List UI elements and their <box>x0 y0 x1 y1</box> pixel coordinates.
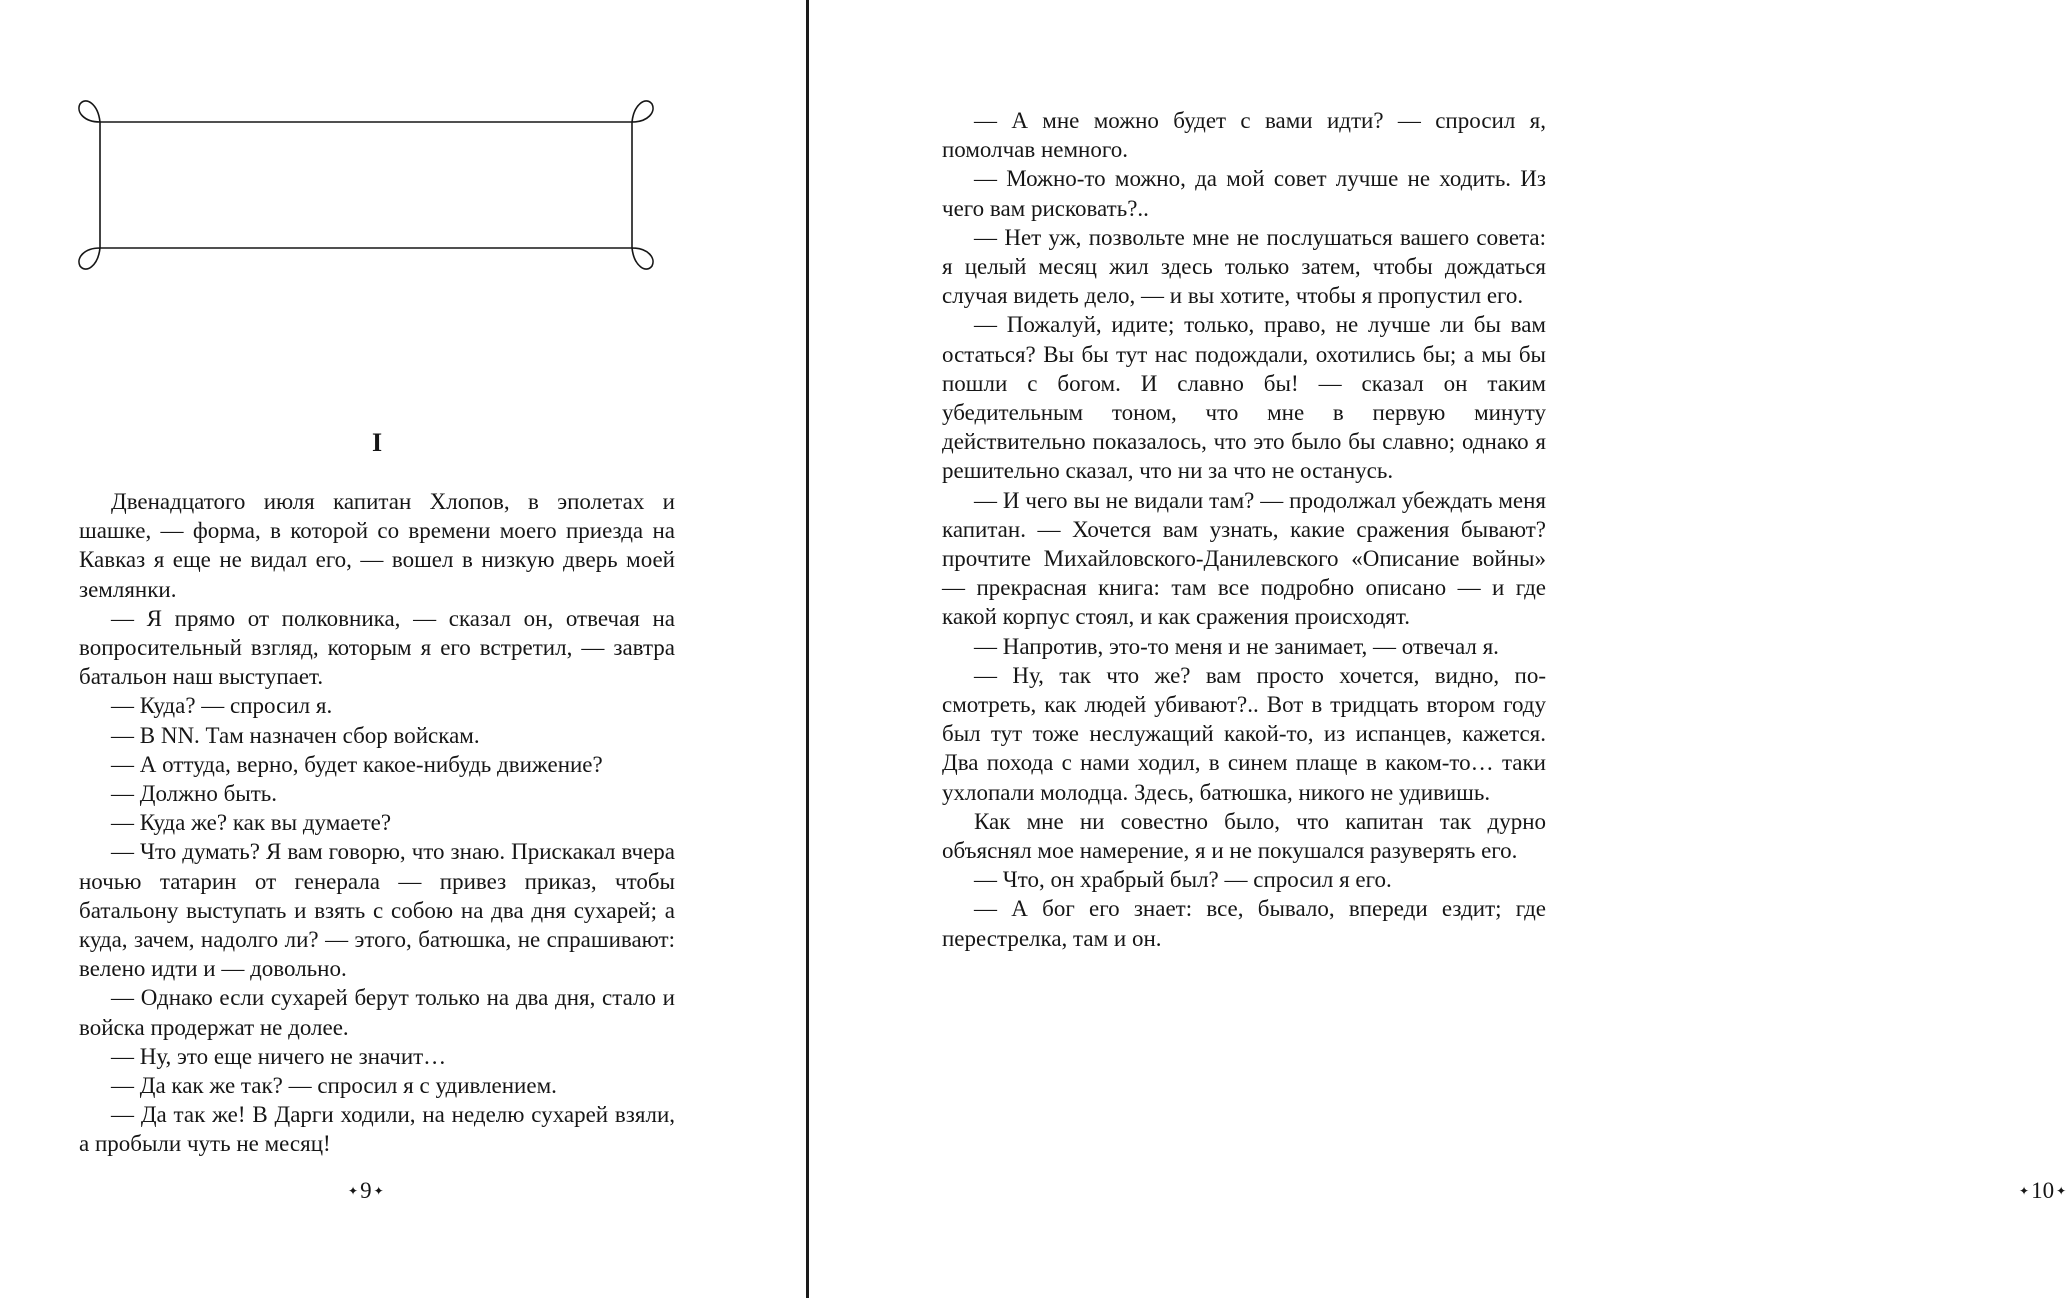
chapter-number: I <box>371 428 383 457</box>
page-number-text: 10 <box>2031 1178 2055 1203</box>
paragraph: — Ну, так что же? вам просто хочется, видно, посмотреть, как людей убивают?.. Вот в тридцать втором году был тут тоже неслужащий какой-то, из испанцев, кажется. Два похода с нами ходил, в синем плаще в каком-то… таки ухлопали молодца. Здесь, батюшка, никого не удивишь. <box>942 662 1546 805</box>
diamond-ornament-icon: ✦ <box>2056 1184 2066 1198</box>
paragraph: — Я прямо от полковника, — сказал он, отвечая на вопросительный взгляд, которым я его встретил, — завтра батальон наш выступает. <box>79 605 675 690</box>
paragraph: — Пожалуй, идите; только, право, не лучше ли бы вам остаться? Вы бы тут нас подождали, охотились бы; а мы бы пошли с богом. И славно бы! — сказал он таким убедительным тоном, что мне в первую минуту действительно показалось, что это было бы славно; однако я решительно сказал, что ни за что не останусь. <box>942 312 1546 484</box>
right-body-text <box>942 106 1546 953</box>
paragraph: — А бог его знает: все, бывало, впереди ездит; где перестрелка, там и он. <box>942 896 1546 951</box>
paragraph: — В NN. Там назначен сбор войскам. <box>111 722 480 748</box>
paragraph: Как мне ни совестно было, что капитан так дурно объяснял мое намерение, я и не покушался разуверять его. <box>942 808 1546 864</box>
paragraph: — Можно-то можно, да мой совет лучше не ходить. Из чего вам рисковать?.. <box>942 166 1546 221</box>
paragraph: — Что думать? Я вам говорю, что знаю. Прискакал вчера ночью татарин от генерала — привез приказ, чтобы батальону выступать и взять с собою на два дня сухарей; а куда, зачем, надолго ли? — этого, батюшка, не спрашивают: велено идти и — довольно. <box>79 839 675 982</box>
right-page <box>810 0 2066 1298</box>
paragraph: — А оттуда, верно, будет какое-нибудь движение? <box>111 751 603 777</box>
page-number-text: 9 <box>360 1178 372 1203</box>
page-number <box>348 1178 384 1204</box>
left-page <box>0 0 806 1298</box>
book-spine <box>806 0 809 1298</box>
paragraph: — Ну, это еще ничего не значит… <box>111 1043 447 1069</box>
paragraph: — Должно быть. <box>111 781 278 807</box>
paragraph: Двенадцатого июля капитан Хлопов, в эполетах и шашке, — форма, в которой со времени моего приезда на Кавказ я еще не видал его, — вошел в низкую дверь моей землянки. <box>79 489 675 602</box>
paragraph: — Что, он храбрый был? — спросил я его. <box>974 867 1392 893</box>
paragraph: — Напротив, это-то меня и не занимает, — отвечал я. <box>974 633 1499 659</box>
diamond-ornament-icon: ✦ <box>373 1184 384 1198</box>
paragraph: — Куда же? как вы думаете? <box>111 810 392 836</box>
paragraph: — Да как же так? — спросил я с удивлением. <box>111 1073 557 1099</box>
page-number <box>2019 1178 2066 1204</box>
paragraph: — А мне можно будет с вами идти? — спросил я, помолчав немного. <box>942 108 1546 163</box>
paragraph: — Однако если сухарей берут только на два дня, стало и войска продержат не долее. <box>79 985 675 1040</box>
ornamental-frame <box>76 98 680 276</box>
diamond-ornament-icon: ✦ <box>2019 1184 2030 1198</box>
paragraph: — Куда? — спросил я. <box>111 693 333 719</box>
paragraph: — Нет уж, позвольте мне не послушаться вашего совета: я целый месяц жил здесь только затем, чтобы дождаться случая видеть дело, — и вы хотите, чтобы я пропустил его. <box>942 224 1546 309</box>
diamond-ornament-icon: ✦ <box>348 1184 359 1198</box>
paragraph: — И чего вы не видали там? — продолжал убеждать меня капитан. — Хочется вам узнать, какие сражения бывают? прочтите Михайловского-Данилевского «Описание войны» — прекрасная книга: там все подробно описано — и где какой корпус стоял, и как сражения происходят. <box>942 487 1546 630</box>
left-body-text <box>79 487 675 1159</box>
paragraph: — Да так же! В Дарги ходили, на неделю сухарей взяли, а пробыли чуть не месяц! <box>79 1102 675 1157</box>
